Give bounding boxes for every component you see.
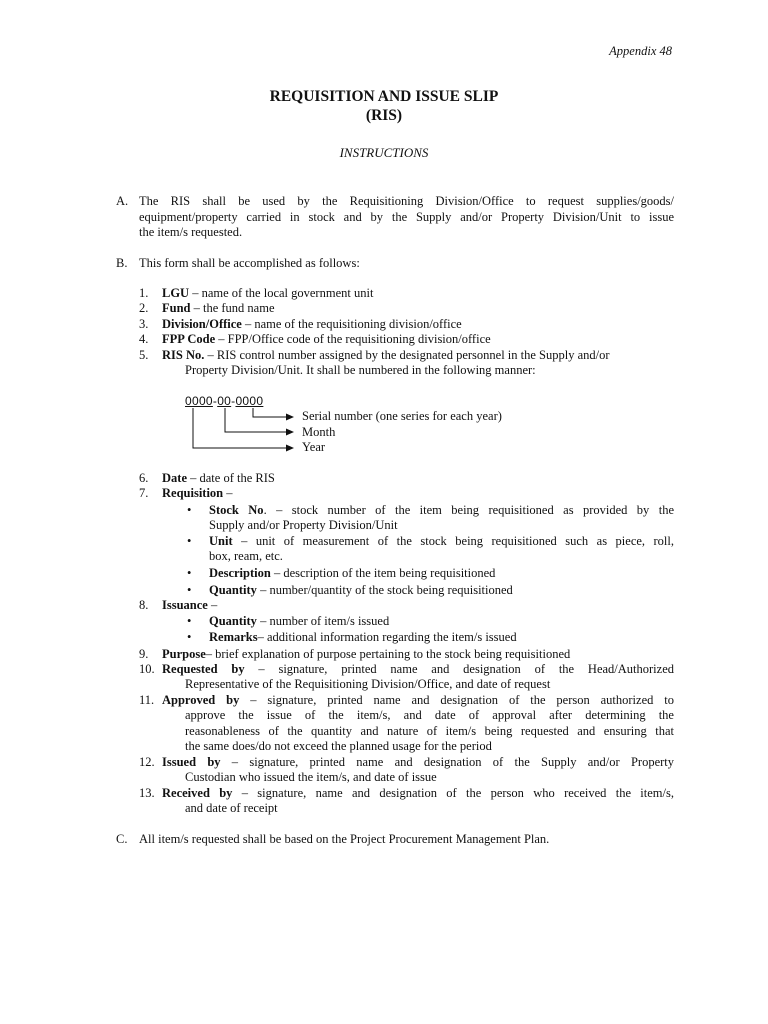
list-item [162,786,674,801]
arrow-serial [253,408,287,417]
bullet-icon: • [187,503,192,517]
bullet-item [209,534,674,549]
bullet-item [209,566,495,581]
arrow-year [193,408,287,448]
page-title-abbreviation: (RIS) [365,107,403,124]
code-serial-part: 0000 [185,394,213,408]
list-item-desc: – FPP/Office code of the requisitioning division/office [215,332,491,346]
list-item-number: 4. [139,332,149,346]
bullet-icon: • [187,566,192,580]
code-label-year: Year [302,440,326,454]
section-a-line: equipment/property carried in stock and by the Supply and/or Property Division/Unit to issue [139,210,674,224]
code-separator: - [212,394,218,408]
bullet-term: Description [209,566,271,580]
list-item-number: 10. [139,662,155,676]
list-item-number: 3. [139,317,149,331]
list-item-continuation: Property Division/Unit. It shall be numbered in the following manner: [185,363,536,377]
list-item-desc: – RIS control number assigned by the designated personnel in the Supply and/or [204,348,610,362]
list-item [162,662,674,677]
code-separator: - [231,394,236,408]
bullet-desc: – number of item/s issued [256,614,390,628]
list-item-number: 8. [139,598,149,612]
bullet-icon: • [187,614,192,628]
list-item-term: Approved by [162,693,240,707]
list-item-desc: – signature, printed name and designation of the Head/Authorized [244,662,674,676]
bullet-desc: – additional information regarding the item/s issued [257,630,517,644]
bullet-icon: • [187,630,192,644]
list-item-desc: – brief explanation of purpose pertaining to the stock being requisitioned [205,647,571,661]
list-item-desc: – name of the local government unit [189,286,374,300]
bullet-desc: . – stock number of the item being requisitioned as provided by the [263,503,674,517]
list-item-continuation: the same does/do not exceed the planned usage for the period [185,739,492,753]
list-item-number: 1. [139,286,149,300]
list-item-continuation: Representative of the Requisitioning Division/Office, and date of request [185,677,551,691]
list-item [162,693,674,708]
code-month-part: 00 [217,394,232,408]
bullet-icon: • [187,534,192,548]
section-a-line: The RIS shall be used by the Requisitioning Division/Office to request supplies/goods/ [139,194,674,208]
list-item-term: Requisition [162,486,224,500]
list-item-term: Purpose [162,647,206,661]
bullet-item [209,583,513,598]
bullet-item [209,630,517,645]
list-item-continuation: approve the issue of the item/s, and date of approval after determining the [185,708,674,722]
section-a-line: the item/s requested. [139,225,243,239]
bullet-continuation: Supply and/or Property Division/Unit [209,518,398,532]
list-item-term: Received by [162,786,233,800]
list-item-number: 13. [139,786,155,800]
bullet-desc: – unit of measurement of the stock being requisitioned such as piece, roll, [232,534,674,548]
list-item [162,486,233,501]
list-item-term: Fund [162,301,191,315]
list-item-term: Issued by [162,755,221,769]
list-item-desc: – [223,486,233,500]
list-item [162,755,674,770]
bullet-continuation: box, ream, etc. [209,549,283,563]
arrowhead-serial [286,414,294,421]
bullet-icon: • [187,583,192,597]
list-item [162,598,217,613]
list-item-term: LGU [162,286,190,300]
list-item [162,647,570,662]
list-item-term: Requested by [162,662,245,676]
arrow-month [225,408,287,432]
bullet-term: Unit [209,534,233,548]
list-item-term: RIS No. [162,348,205,362]
bullet-term: Remarks [209,630,258,644]
list-item-desc: – [207,598,218,612]
list-item-continuation: Custodian who issued the item/s, and date of issue [185,770,437,784]
list-item-number: 9. [139,647,149,661]
code-year-part: 0000 [235,394,264,408]
bullet-desc: – number/quantity of the stock being requisitioned [256,583,513,597]
section-a-marker: A. [116,194,129,208]
code-label-serial: Serial number (one series for each year) [302,409,502,423]
list-item-term: FPP Code [162,332,216,346]
bullet-term: Quantity [209,614,257,628]
list-item-desc: – signature, printed name and designation of the Supply and/or Property [220,755,675,769]
list-item-term: Division/Office [162,317,242,331]
page-title: REQUISITION AND ISSUE SLIP [269,88,499,105]
list-item-desc: – the fund name [190,301,275,315]
list-item-desc: – signature, printed name and designation of the person authorized to [239,693,674,707]
list-item-continuation: and date of receipt [185,801,278,815]
bullet-term: Quantity [209,583,257,597]
section-b-marker: B. [116,256,128,270]
bullet-item [209,614,389,629]
arrowhead-month [286,429,294,436]
appendix-label: Appendix 48 [609,44,672,58]
bullet-item [209,503,674,518]
list-item-continuation: reasonableness of the quantity and nature of item/s being requested and ensuring that [185,724,674,738]
list-item-number: 5. [139,348,149,362]
list-item-number: 2. [139,301,149,315]
list-item-term: Issuance [162,598,208,612]
list-item-desc: – date of the RIS [187,471,275,485]
list-item-number: 6. [139,471,149,485]
arrowhead-year [286,445,294,452]
section-c-text: All item/s requested shall be based on the Project Procurement Management Plan. [139,832,550,846]
code-label-month: Month [302,425,336,439]
list-item-number: 11. [139,693,155,707]
list-item-desc: – name of the requisitioning division/office [241,317,462,331]
list-item-number: 12. [139,755,155,769]
list-item-number: 7. [139,486,149,500]
page-subtitle: INSTRUCTIONS [339,145,429,160]
section-b-intro: This form shall be accomplished as follows: [139,256,360,270]
bullet-desc: – description of the item being requisitioned [270,566,496,580]
list-item-desc: – signature, name and designation of the person who received the item/s, [232,786,674,800]
list-item [162,471,275,486]
bullet-term: Stock No [209,503,264,517]
section-c-marker: C. [116,832,128,846]
list-item-term: Date [162,471,187,485]
